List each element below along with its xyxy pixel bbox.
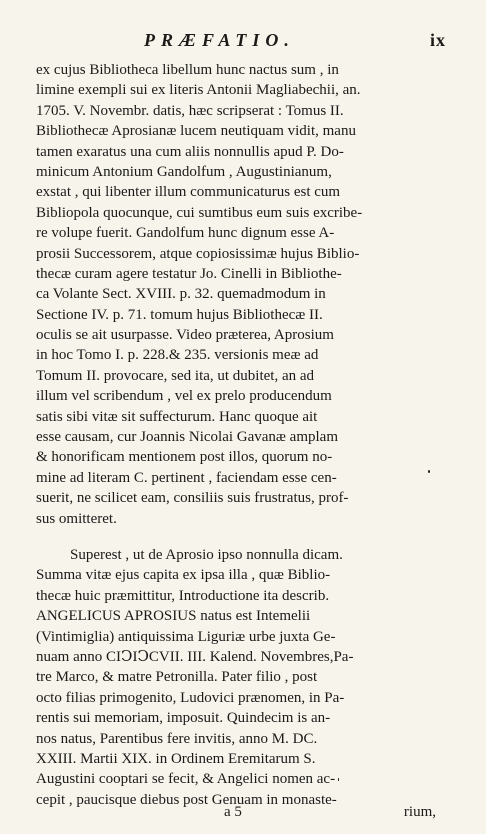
text-line: Summa vitæ ejus capita ex ipsa illa , quæ Biblio- [36,567,331,584]
text-line: (Vintimiglia) antiquissima Liguriæ urbe juxta Ge- [36,628,336,645]
text-line: limine exempli sui ex literis Antonii Magliabechii, an. [36,82,361,99]
paragraph-1 [36,60,436,529]
text-line: XXIII. Martii XIX. in Ordinem Eremitarum S. [36,750,316,767]
text-line: ex cujus Bibliotheca libellum hunc nactus sum , in [36,62,339,78]
text-line: cepit , paucisque diebus post Genuam in monaste- [36,791,337,808]
text-line: tre Marco, & matre Petronilla. Pater filio , post [36,669,318,686]
paragraph-2 [36,545,436,810]
ink-speck [338,778,339,781]
text-line: Augustini cooptari se fecit, & Angelici nomen ac- [36,771,336,788]
page-number: ix [429,30,446,50]
text-line: minicum Antonium Gandolfum , Augustinianum, [36,163,332,180]
text-line: prosii Successorem, atque copiosissimæ hujus Biblio- [36,245,360,262]
page-footer [36,802,436,822]
text-line: mine ad literam C. pertinent , faciendam esse cen- [36,469,337,486]
text-line: Bibliothecæ Aprosianæ lucem neutiquam vidit, manu [36,123,356,140]
text-line: 1705. V. Novembr. datis, hæc scripserat : Tomus II. [36,102,344,119]
paragraph-gap [36,529,436,545]
text-line: illum vel scribendum , vel ex prelo producendum [36,388,332,405]
catchword: rium, [403,804,436,820]
text-line: Tomum II. provocare, sed ita, ut dubitet, an ad [36,367,315,384]
text-line: nos natus, Parentibus fere invitis, anno M. DC. [36,730,318,747]
text-line: tamen exaratus una cum aliis nonnullis apud P. Do- [36,143,344,160]
text-line: nuam anno CIↃIↃCVII. III. Kalend. Novembres,Pa- [36,648,354,665]
text-line: re volupe fuerit. Gandolfum hunc dignum esse A- [36,225,335,242]
body-text [36,60,436,810]
text-line: thecæ curam agere testatur Jo. Cinelli in Bibliothe- [36,265,342,282]
text-line: esse causam, cur Joannis Nicolai Gavanæ amplam [36,429,338,446]
text-line: rentis sui memoriam, imposuit. Quindecim is an- [36,710,331,727]
text-line: Superest , ut de Aprosio ipso nonnulla dicam. [70,546,343,563]
text-line: exstat , qui libenter illum communicaturus est cum [36,184,341,201]
text-line: in hoc Tomo I. p. 228.& 235. versionis meæ ad [36,347,319,364]
text-line: ca Volante Sect. XVIII. p. 32. quemadmodum in [36,286,326,303]
running-title: PRÆFATIO. [144,30,295,50]
text-line: Bibliopola quocunque, cui sumtibus eum suis excribe- [36,204,363,221]
text-line: & honorificam mentionem post illos, quorum no- [36,449,333,466]
text-line: suerit, ne scilicet eam, consiliis suis frustratus, prof- [36,490,349,507]
text-line: octo filias primogenito, Ludovici prænomen, in Pa- [36,689,345,706]
text-line: sus omitteret. [36,510,117,527]
text-line: ANGELICUS APROSIUS natus est Intemelii [36,608,311,625]
text-line: oculis se ait usurpasse. Video præterea, Aprosium [36,327,334,344]
text-line: Sectione IV. p. 71. tomum hujus Bibliothecæ II. [36,306,323,323]
signature-mark: a 5 [224,804,242,820]
text-line: thecæ huic præmittitur, Introductione ita describ. [36,587,330,604]
ink-speck [428,470,430,473]
running-head [36,30,446,54]
text-line: satis sibi vitæ sit suffecturum. Hanc quoque ait [36,408,318,425]
